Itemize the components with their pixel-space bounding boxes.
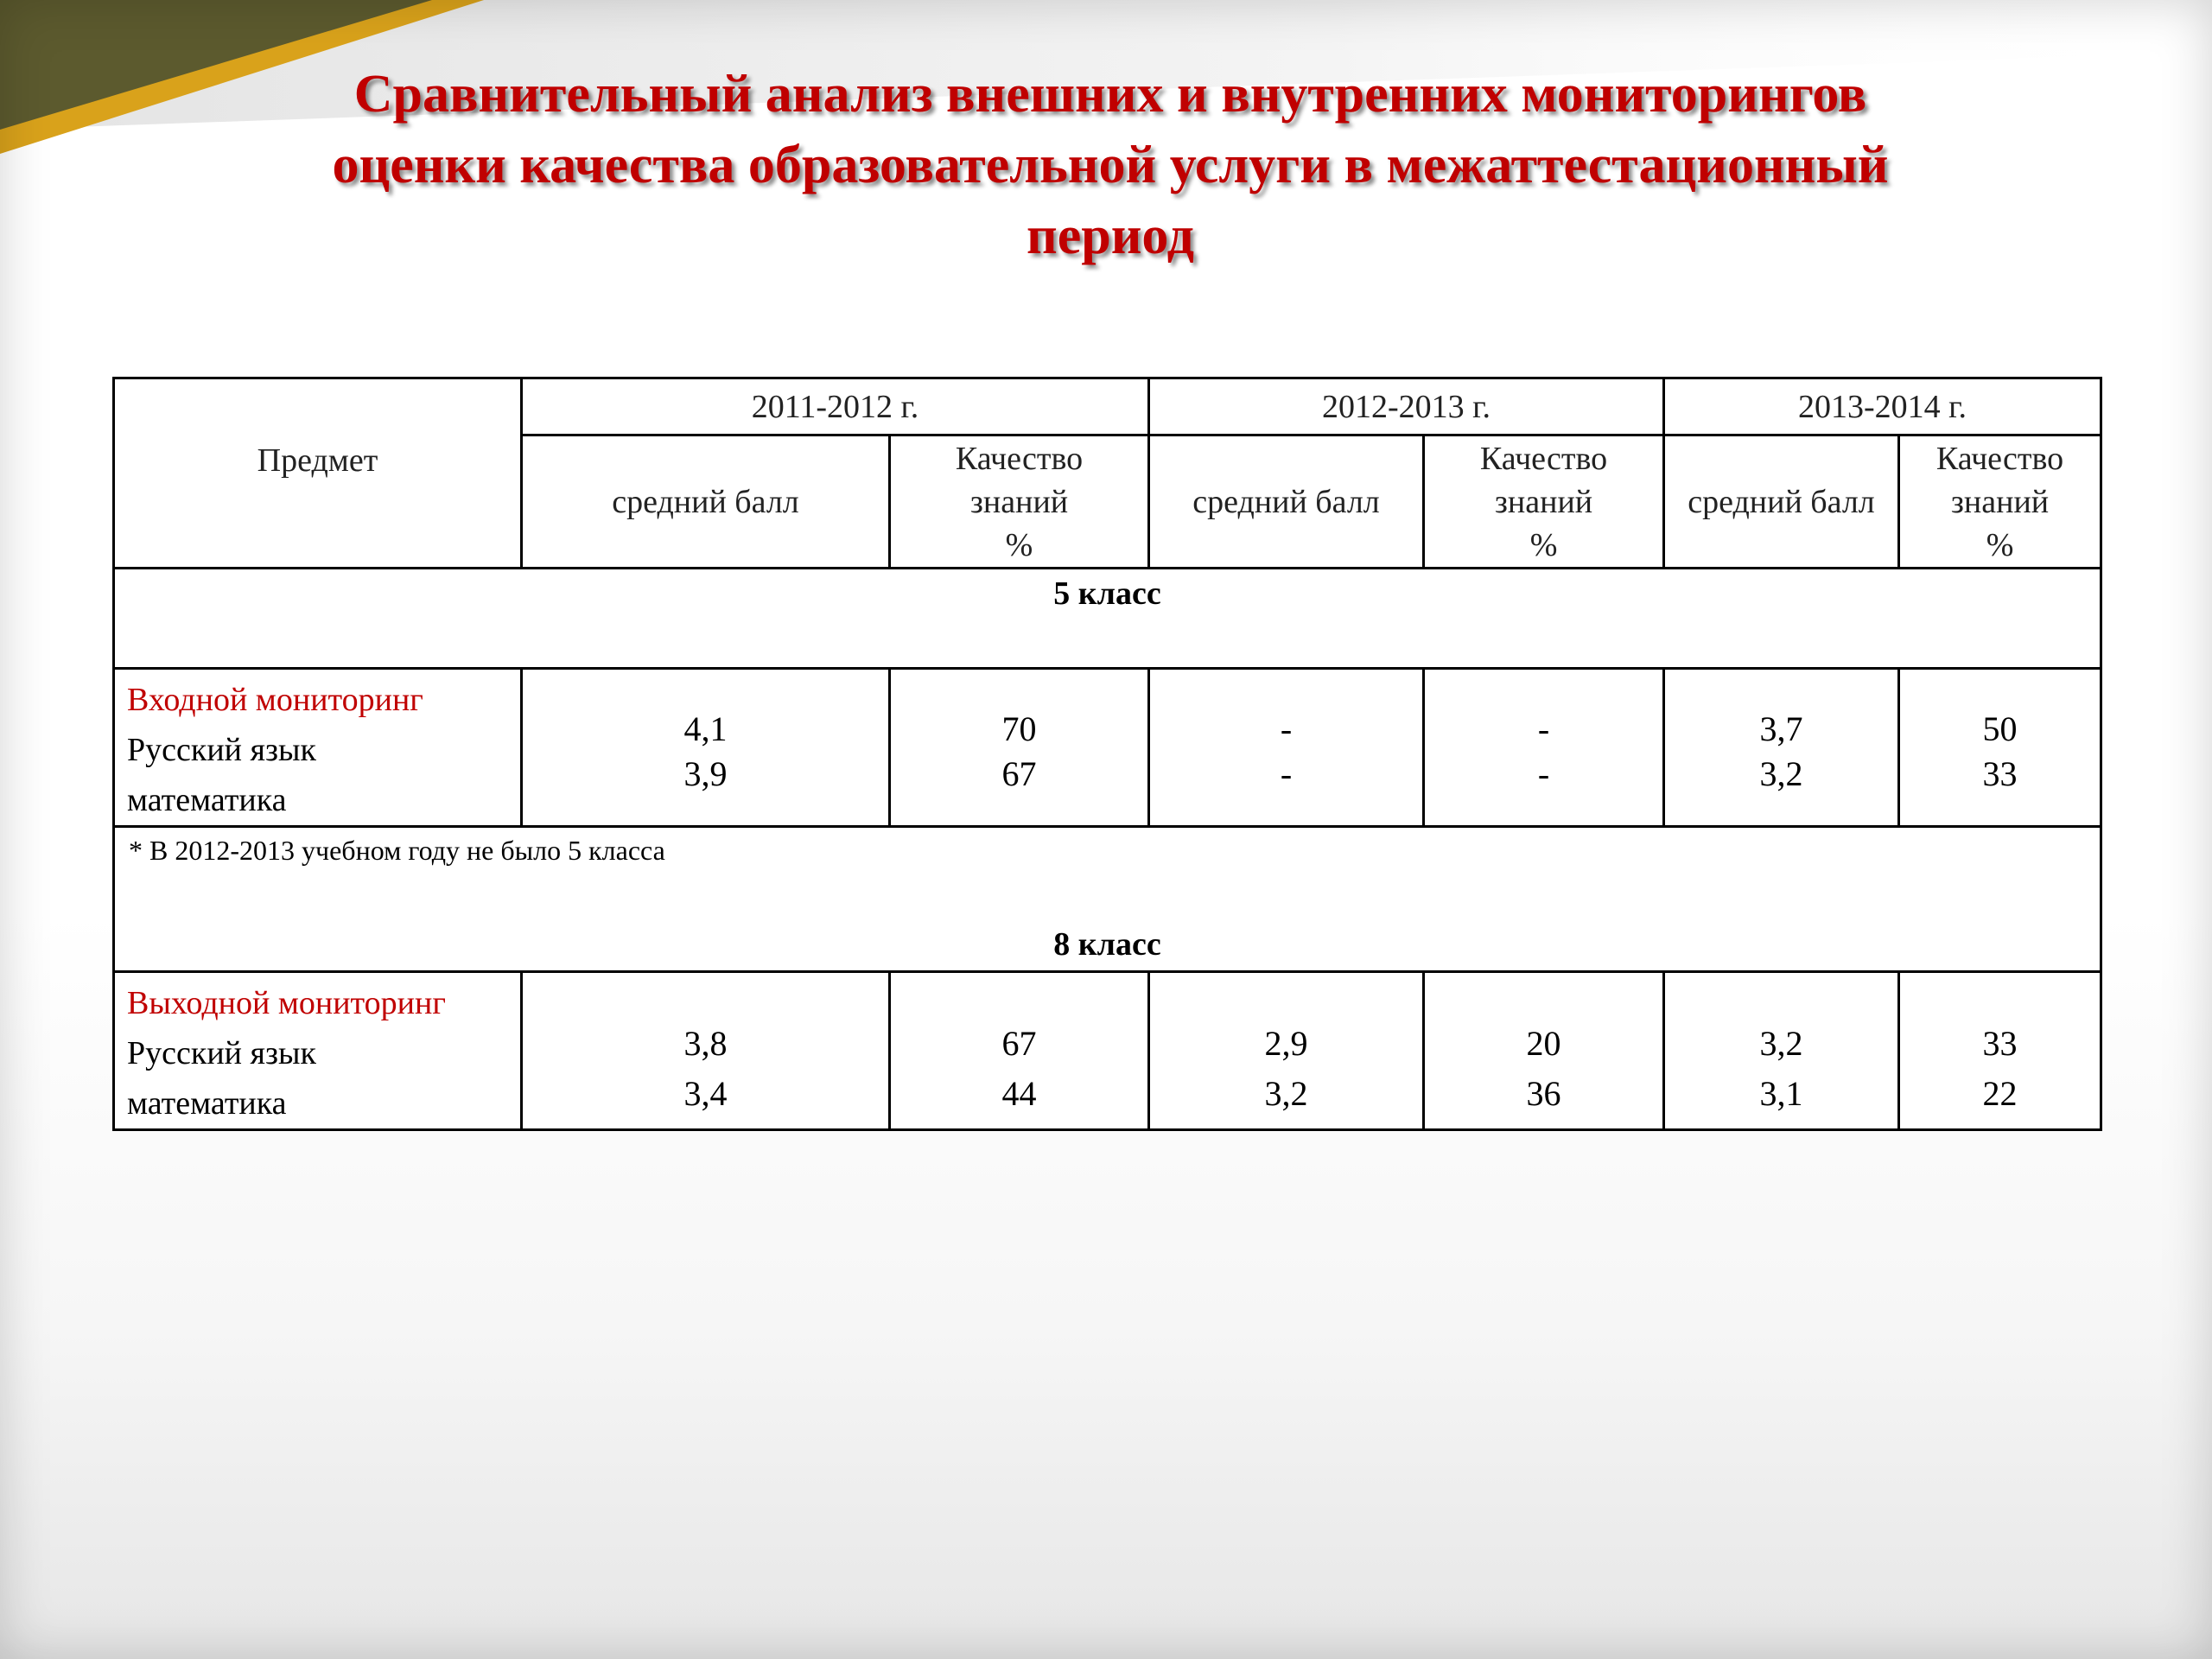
avg-score-header: средний балл — [1664, 435, 1899, 569]
monitoring-label-exit: Выходной мониторинг — [127, 985, 446, 1021]
value-math: 22 — [1982, 1074, 2018, 1113]
subject-header: Предмет — [114, 378, 522, 569]
quality-header-line-2: знаний — [969, 483, 1069, 520]
monitoring-table-container — [112, 377, 2100, 1131]
section-row-5-class — [114, 569, 2101, 669]
data-row-exit-monitoring — [114, 972, 2101, 1130]
section-label-5-class: 5 класс — [114, 569, 2101, 669]
quality-header-line-3: % — [1986, 526, 2014, 563]
title-line-3: период — [1026, 207, 1195, 265]
quality-header-line-2: знаний — [1950, 483, 2050, 520]
subject-russian: Русский язык — [127, 732, 316, 768]
value-math: 44 — [1001, 1074, 1037, 1113]
value-russian: - — [1280, 709, 1293, 748]
value-math: 33 — [1982, 754, 2018, 793]
value-russian: 3,2 — [1759, 1024, 1803, 1063]
subject-math: математика — [127, 1085, 287, 1122]
section-label-8-class: 8 класс — [1053, 926, 1161, 963]
value-math: 36 — [1526, 1074, 1561, 1113]
value-cell — [1424, 669, 1664, 827]
value-cell — [1149, 972, 1424, 1130]
value-russian: 20 — [1526, 1024, 1561, 1063]
value-cell — [1664, 972, 1899, 1130]
value-math: 67 — [1001, 754, 1037, 793]
quality-header-line-1: Качество — [1479, 440, 1608, 477]
quality-header-line-2: знаний — [1494, 483, 1593, 520]
quality-header — [890, 435, 1149, 569]
value-russian: 33 — [1982, 1024, 2018, 1063]
value-russian: 3,8 — [683, 1024, 728, 1063]
value-russian: 70 — [1001, 709, 1037, 748]
quality-header — [1424, 435, 1664, 569]
value-cell — [1664, 669, 1899, 827]
value-cell — [1424, 972, 1664, 1130]
year-header-2012-2013: 2012-2013 г. — [1149, 378, 1664, 435]
data-row-entry-monitoring — [114, 669, 2101, 827]
monitoring-table — [112, 377, 2102, 1131]
value-russian: - — [1537, 709, 1550, 748]
note-cell — [114, 827, 2101, 972]
value-cell — [522, 669, 890, 827]
quality-header-line-1: Качество — [1936, 440, 2064, 477]
value-math: - — [1280, 754, 1293, 793]
subject-math: математика — [127, 782, 287, 818]
quality-header-line-3: % — [1529, 526, 1558, 563]
slide-title — [104, 59, 2117, 271]
value-math: 3,2 — [1759, 754, 1803, 793]
header-row-years — [114, 378, 2101, 435]
footnote: * В 2012-2013 учебном году не было 5 класса — [129, 835, 665, 866]
subject-list-entry — [114, 669, 522, 827]
title-line-1: Сравнительный анализ внешних и внутренних мониторингов — [353, 65, 1867, 124]
monitoring-label-entry: Входной мониторинг — [127, 682, 423, 718]
quality-header-line-1: Качество — [955, 440, 1084, 477]
value-russian: 50 — [1982, 709, 2018, 748]
value-math: 3,1 — [1759, 1074, 1803, 1113]
value-cell — [1899, 972, 2101, 1130]
value-russian: 3,7 — [1759, 709, 1803, 748]
note-row — [114, 827, 2101, 972]
value-russian: 4,1 — [683, 709, 728, 748]
value-math: 3,4 — [683, 1074, 728, 1113]
avg-score-header: средний балл — [522, 435, 890, 569]
value-cell — [890, 669, 1149, 827]
value-cell — [890, 972, 1149, 1130]
value-cell — [1149, 669, 1424, 827]
subject-list-exit — [114, 972, 522, 1130]
avg-score-header: средний балл — [1149, 435, 1424, 569]
value-math: 3,9 — [683, 754, 728, 793]
quality-header — [1899, 435, 2101, 569]
value-cell — [1899, 669, 2101, 827]
year-header-2011-2012: 2011-2012 г. — [522, 378, 1149, 435]
title-line-2: оценки качества образовательной услуги в межаттестационный — [332, 136, 1889, 194]
quality-header-line-3: % — [1005, 526, 1033, 563]
year-header-2013-2014: 2013-2014 г. — [1664, 378, 2101, 435]
value-russian: 67 — [1001, 1024, 1037, 1063]
value-math: - — [1537, 754, 1550, 793]
value-russian: 2,9 — [1264, 1024, 1308, 1063]
value-math: 3,2 — [1264, 1074, 1308, 1113]
value-cell — [522, 972, 890, 1130]
subject-russian: Русский язык — [127, 1035, 316, 1071]
